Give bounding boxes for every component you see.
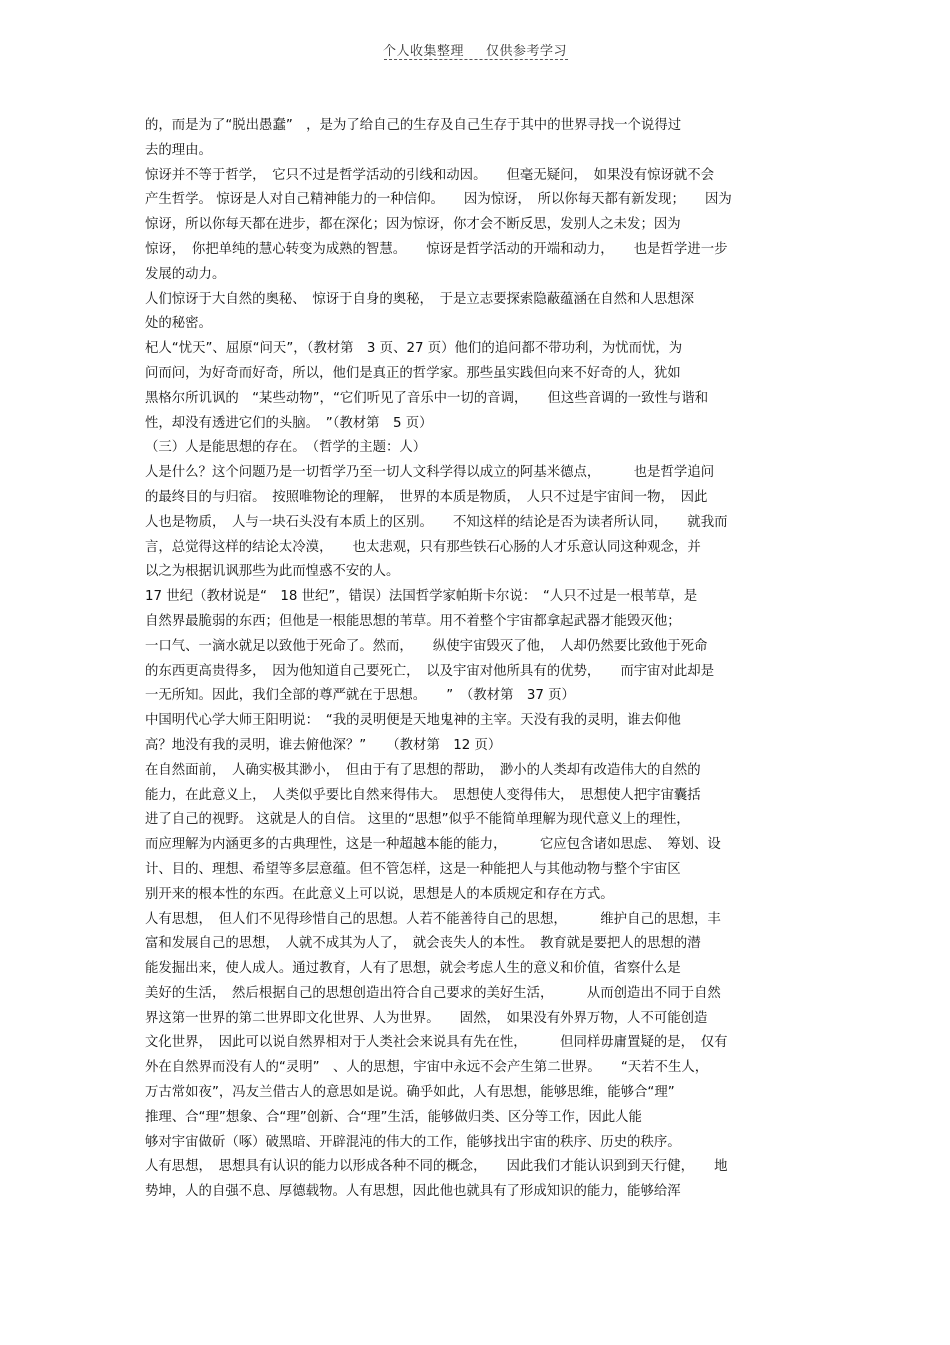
- text-line: 高？地没有我的灵明，谁去俯他深？” （教材第 12 页）: [145, 737, 502, 753]
- text-line: 万古常如夜”，冯友兰借古人的意思如是说。确乎如此，人有思想，能够思维，能够合“理”: [145, 1085, 675, 1101]
- text-line: 外在自然界而没有人的“灵明” 、人的思想，宇宙中永远不会产生第二世界。 “天若不生人，: [145, 1060, 709, 1076]
- text-line: 性，却没有透进它们的头脑。 ”（教材第 5 页）: [145, 415, 433, 431]
- text-line: 惊讶并不等于哲学， 它只不过是哲学活动的引线和动因。 但毫无疑问， 如果没有惊讶就不会: [145, 167, 715, 183]
- text-line: 计、目的、理想、希望等多层意蕴。但不管怎样，这是一种能把人与其他动物与整个宇宙区: [145, 861, 681, 877]
- text-line: 人有思想， 但人们不见得珍惜自己的思想。人若不能善待自己的思想， 维护自己的思想，丰: [145, 911, 721, 927]
- text-line: 界这第一世界的第二世界即文化世界、人为世界。 固然， 如果没有外界万物，人不可能创造: [145, 1010, 708, 1026]
- text-line: 以之为根据讥讽那些为此而惶惑不安的人。: [145, 564, 400, 580]
- text-line: 问而问，为好奇而好奇，所以，他们是真正的哲学家。那些虽实践但向来不好奇的人，犹如: [145, 365, 681, 381]
- text-line: 人们惊讶于大自然的奥秘、 惊讶于自身的奥秘， 于是立志要探索隐蔽蕴涵在自然和人思想深: [145, 291, 695, 307]
- text-line: 惊讶，所以你每天都在进步，都在深化；因为惊讶，你才会不断反思，发别人之未发；因为: [145, 217, 681, 233]
- text-line: 能力，在此意义上， 人类似乎要比自然来得伟大。 思想使人变得伟大， 思想使人把宇宙囊括: [145, 787, 701, 803]
- text-line: 一口气、一滴水就足以致他于死命了。然而， 纵使宇宙毁灭了他， 人却仍然要比致他于死命: [145, 638, 708, 654]
- text-line: 够对宇宙做斫（啄）破黑暗、开辟混沌的伟大的工作，能够找出宇宙的秩序、历史的秩序。: [145, 1134, 681, 1150]
- text-line: 人是什么？这个问题乃是一切哲学乃至一切人文科学得以成立的阿基米德点， 也是哲学追问: [145, 465, 715, 481]
- text-line: 的东西更高贵得多， 因为他知道自己要死亡， 以及宇宙对他所具有的优势， 而宇宙对此却是: [145, 663, 715, 679]
- text-line: 处的秘密。: [145, 316, 212, 332]
- text-line: 自然界最脆弱的东西；但他是一根能思想的苇草。用不着整个宇宙都拿起武器才能毁灭他；: [145, 613, 681, 629]
- text-line: 富和发展自己的思想， 人就不成其为人了， 就会丧失人的本性。 教育就是要把人的思想的潜: [145, 936, 701, 952]
- header-dashed-rule: [384, 59, 568, 60]
- text-line: 中国明代心学大师王阳明说： “我的灵明便是天地鬼神的主宰。天没有我的灵明，谁去仰他: [145, 713, 681, 729]
- header-right-text: 仅供参考学习: [486, 44, 568, 59]
- text-line: 在自然面前， 人确实极其渺小， 但由于有了思想的帮助， 渺小的人类却有改造伟大的自然的: [145, 762, 701, 778]
- text-line: 言，总觉得这样的结论太冷漠， 也太悲观，只有那些铁石心肠的人才乐意认同这种观念，并: [145, 539, 701, 555]
- text-line: 势坤，人的自强不息、厚德载物。人有思想，因此他也就具有了形成知识的能力，能够给浑: [145, 1184, 681, 1200]
- text-line: 去的理由。: [145, 142, 212, 158]
- text-line: 的最终目的与归宿。 按照唯物论的理解， 世界的本质是物质， 人只不过是宇宙间一物， 因此: [145, 489, 708, 505]
- text-line: 的，而是为了“脱出愚蠢” ，是为了给自己的生存及自己生存于其中的世界寻找一个说得过: [145, 118, 682, 133]
- text-line: 发展的动力。: [145, 266, 226, 282]
- text-line: 惊讶， 你把单纯的慧心转变为成熟的智慧。 惊讶是哲学活动的开端和动力， 也是哲学进一步: [145, 241, 728, 257]
- text-line: 黑格尔所讥讽的 “某些动物”，“它们听见了音乐中一切的音调， 但这些音调的一致性与谐和: [145, 390, 709, 406]
- document-body: [145, 114, 815, 1205]
- text-line: 文化世界， 因此可以说自然界相对于人类社会来说具有先在性， 但同样毋庸置疑的是， 仅有: [145, 1035, 728, 1051]
- text-line: 推理、合“理”想象、合“理”创新、合“理”生活，能够做归类、区分等工作，因此人能: [145, 1109, 642, 1125]
- text-line: 而应理解为内涵更多的古典理性，这是一种超越本能的能力， 它应包含诸如思虑、 筹划、设: [145, 837, 721, 853]
- text-line: 人也是物质， 人与一块石头没有本质上的区别。 不知这样的结论是否为读者所认同， 就我而: [145, 514, 728, 530]
- text-line: （三）人是能思想的存在。 （哲学的主题：人）: [145, 440, 427, 456]
- text-line: 进了自己的视野。 这就是人的自信。 这里的“思想”似乎不能简单理解为现代意义上的理性，: [145, 812, 690, 828]
- header-left-text: 个人收集整理: [382, 44, 464, 59]
- text-line: 产生哲学。 惊讶是人对自己精神能力的一种信仰。 因为惊讶， 所以你每天都有新发现； 因为: [145, 192, 732, 208]
- text-line: 别开来的根本性的东西。在此意义上可以说，思想是人的本质规定和存在方式。: [145, 886, 614, 902]
- text-line: 17 世纪（教材说是“ 18 世纪”，错误）法国哲学家帕斯卡尔说： “人只不过是一根苇草，是: [145, 589, 698, 605]
- text-line: 一无所知。因此，我们全部的尊严就在于思想。 ” （教材第 37 页）: [145, 688, 575, 704]
- text-line: 杞人“忧天”、屈原“问天”，（教材第 3 页、27 页）他们的追问都不带功利，为忧而忧，为: [145, 341, 683, 357]
- text-line: 美好的生活， 然后根据自己的思想创造出符合自己要求的美好生活， 从而创造出不同于自然: [145, 985, 721, 1001]
- text-line: 能发掘出来，使人成人。通过教育，人有了思想，就会考虑人生的意义和价值，省察什么是: [145, 961, 681, 977]
- page-header: [0, 40, 950, 59]
- text-line: 人有思想， 思想具有认识的能力以形成各种不同的概念， 因此我们才能认识到到天行健， 地: [145, 1159, 728, 1175]
